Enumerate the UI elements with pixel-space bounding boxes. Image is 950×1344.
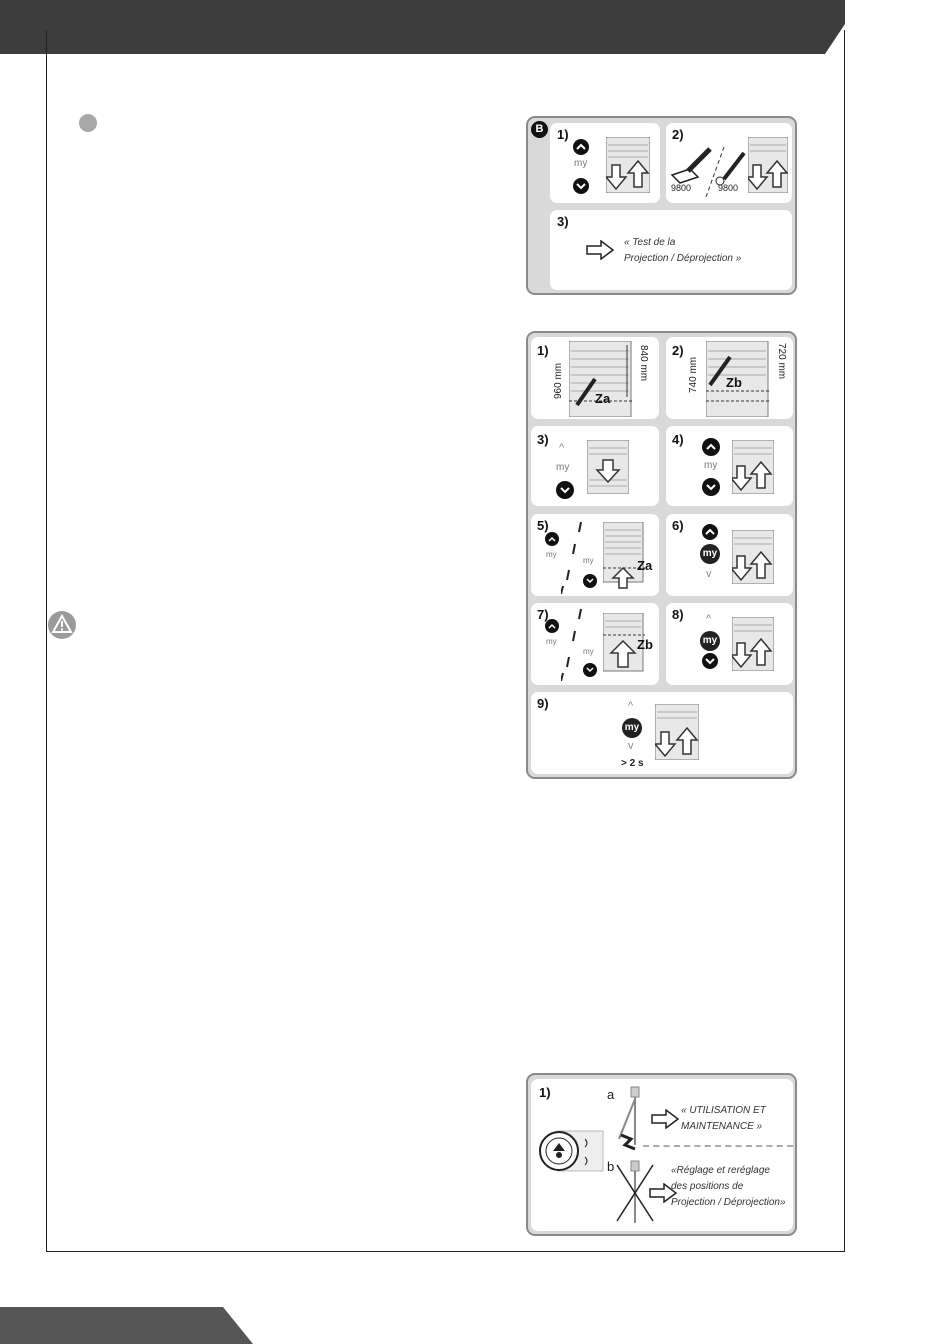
arrow-right-icon bbox=[586, 240, 614, 265]
panel-zones bbox=[526, 331, 797, 779]
shutter-icon bbox=[732, 530, 774, 589]
test-text-line2: Projection / Déprojection » bbox=[624, 253, 742, 264]
shutter-icon bbox=[655, 704, 699, 765]
step-number: 2) bbox=[672, 343, 684, 358]
step-number: 1) bbox=[557, 127, 569, 142]
step-cell bbox=[666, 426, 793, 506]
down-button-icon bbox=[573, 178, 589, 199]
step-cell bbox=[666, 603, 793, 685]
step-number: 4) bbox=[672, 432, 684, 447]
up-chevron-icon: ^ bbox=[706, 613, 712, 625]
step-cell bbox=[531, 692, 793, 774]
shutter-icon bbox=[732, 617, 774, 676]
divider-line bbox=[643, 1145, 793, 1147]
step-cell bbox=[531, 603, 659, 685]
my-button: my bbox=[622, 718, 642, 738]
arrow-right-icon bbox=[651, 1109, 679, 1134]
dimension-840: 840 mm bbox=[638, 345, 649, 382]
step-cell bbox=[666, 123, 792, 203]
usage-text-line2: MAINTENANCE » bbox=[681, 1121, 763, 1132]
label-9800: 9800 bbox=[671, 183, 692, 193]
step-number: 5) bbox=[537, 518, 549, 533]
step-number: 1) bbox=[537, 343, 549, 358]
my-label: my bbox=[704, 460, 718, 471]
step-cell bbox=[531, 426, 659, 506]
down-chevron-icon: v bbox=[628, 740, 634, 752]
step-cell bbox=[531, 337, 659, 419]
up-button-icon bbox=[545, 532, 559, 551]
warning-icon bbox=[47, 610, 77, 645]
step-number: 6) bbox=[672, 518, 684, 533]
step-number: 8) bbox=[672, 607, 684, 622]
step-number: 7) bbox=[537, 607, 549, 622]
step-cell bbox=[531, 514, 659, 596]
option-a-letter: a bbox=[607, 1087, 615, 1102]
my-label: my bbox=[546, 637, 557, 646]
down-button-icon bbox=[583, 663, 597, 682]
down-chevron-icon: v bbox=[706, 568, 712, 580]
step-number: 3) bbox=[557, 214, 569, 229]
my-label: my bbox=[583, 556, 594, 565]
my-button: my bbox=[700, 544, 720, 564]
adjust-text-line1: «Réglage et reréglage bbox=[671, 1165, 770, 1176]
adjust-text-line2: des positions de bbox=[671, 1181, 744, 1192]
dimension-740: 740 mm bbox=[688, 356, 699, 393]
step-cell bbox=[550, 123, 660, 203]
footer-tab bbox=[0, 1307, 253, 1344]
shutter-icon bbox=[606, 137, 650, 198]
my-label: my bbox=[556, 462, 570, 473]
panel-b bbox=[526, 116, 797, 295]
option-b-letter: b bbox=[607, 1159, 615, 1174]
down-button-icon bbox=[702, 653, 718, 674]
adjust-text-line3: Projection / Déprojection» bbox=[671, 1197, 786, 1208]
shutter-icon bbox=[732, 440, 774, 499]
dimension-960: 960 mm bbox=[553, 362, 564, 399]
down-button-icon bbox=[556, 481, 574, 504]
zone-a-label: Za bbox=[637, 558, 653, 573]
step-number: 9) bbox=[537, 696, 549, 711]
my-label: my bbox=[574, 158, 588, 169]
shutter-dimensions-icon bbox=[569, 341, 635, 422]
awning-diagram bbox=[615, 1085, 655, 1230]
my-label: my bbox=[583, 647, 594, 656]
test-text-line1: « Test de la bbox=[624, 237, 676, 248]
step-number: 1) bbox=[539, 1085, 551, 1100]
step-cell bbox=[531, 1079, 793, 1231]
up-chevron-icon: ^ bbox=[559, 442, 565, 454]
label-9800: 9800 bbox=[718, 183, 739, 193]
dimension-720: 720 mm bbox=[776, 343, 787, 380]
remote-control-icon bbox=[537, 1127, 607, 1182]
section-bullet bbox=[79, 114, 97, 132]
down-button-icon bbox=[583, 574, 597, 593]
hold-duration: > 2 s bbox=[621, 758, 644, 769]
panel-use bbox=[526, 1073, 797, 1236]
up-button-icon bbox=[545, 619, 559, 638]
step-number: 3) bbox=[537, 432, 549, 447]
step-cell bbox=[666, 514, 793, 596]
up-button-icon bbox=[702, 524, 718, 545]
zone-b-label: Zb bbox=[637, 637, 653, 652]
my-label: my bbox=[546, 550, 557, 559]
up-button-icon bbox=[573, 139, 589, 160]
up-button-icon bbox=[702, 438, 720, 461]
up-chevron-icon: ^ bbox=[628, 700, 634, 712]
down-button-icon bbox=[702, 478, 720, 501]
panel-badge: B bbox=[531, 121, 548, 138]
my-button: my bbox=[700, 631, 720, 651]
step-number: 2) bbox=[672, 127, 684, 142]
step-cell bbox=[666, 337, 793, 419]
step-cell bbox=[550, 210, 792, 290]
shutter-down-icon bbox=[587, 440, 629, 499]
zone-a-label: Za bbox=[595, 391, 611, 406]
switch-pencil-icon bbox=[668, 141, 748, 204]
shutter-icon bbox=[748, 137, 788, 198]
usage-text-line1: « UTILISATION ET bbox=[681, 1105, 766, 1116]
zone-b-label: Zb bbox=[726, 375, 742, 390]
